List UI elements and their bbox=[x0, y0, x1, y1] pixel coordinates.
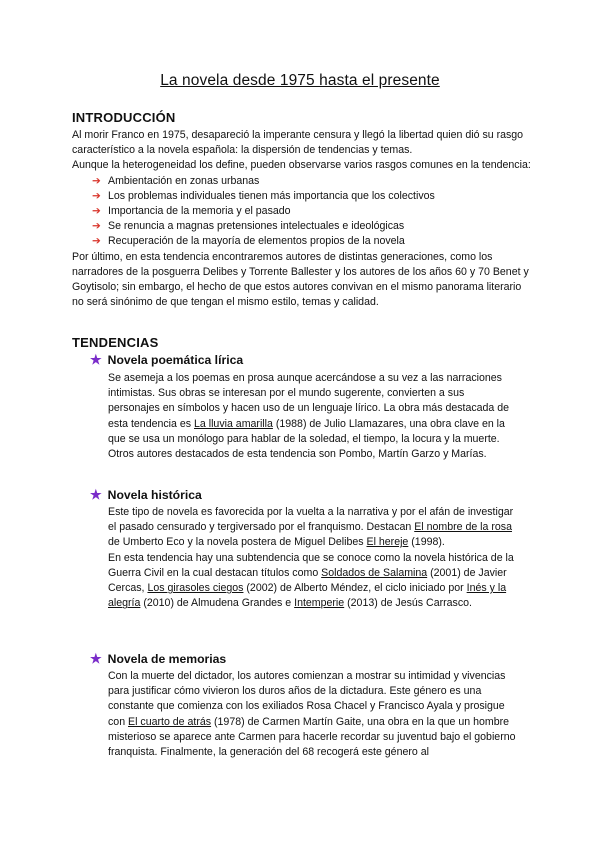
arrow-right-icon: ➔ bbox=[92, 235, 101, 248]
work-title: Soldados de Salamina bbox=[321, 566, 428, 579]
section-heading-memorias: ★ Novela de memorias bbox=[90, 651, 227, 666]
page-title: La novela desde 1975 hasta el presente bbox=[160, 72, 440, 89]
arrow-right-icon: ➔ bbox=[92, 205, 101, 218]
intro-text-3: Por último, en esta tendencia encontraremos autores de distintas generaciones, como los narradores de la posguerra Delibes y Torrente Ballester y los autores de los años 60 y 70 Benet y Goytisolo; sin embargo, el hecho de que estos autores convivan en el mismo panorama literario no será sinónimo de que tengan el mismo estilo, temas y calidad. bbox=[72, 250, 529, 309]
arrow-right-icon: ➔ bbox=[92, 189, 101, 202]
work-title: El hereje bbox=[366, 536, 409, 549]
list-item: ➔ Los problemas individuales tienen más importancia que los colectivos bbox=[72, 189, 532, 204]
work-title: La lluvia amarilla bbox=[194, 417, 273, 430]
historica-paragraph: Este tipo de novela es favorecida por la vuelta a la narrativa y por el afán de investigar el pasado censurado y tergiversado por el franquismo. Destacan El nombre de la rosa de Umberto Eco y la novela postera de Miguel Delibes El hereje (1998). En esta tendencia hay una subtendencia que se conoce como la novela histórica de la Guerra Civil en la cual destacan títulos como Soldados de Salamina (2001) de Javier Cercas, Los girasoles ciegos (2002) de Alberto Méndez, el ciclo iniciado por Inés y la alegría (2010) de Almudena Grandes e Intemperie (2013) de Jesús Carrasco. bbox=[108, 506, 514, 610]
star-icon: ★ bbox=[90, 352, 102, 367]
intro-text-2: Aunque la heterogeneidad los define, pueden observarse varios rasgos comunes en la tendencia: bbox=[72, 159, 531, 172]
list-item: ➔ Recuperación de la mayoría de elementos propios de la novela bbox=[72, 234, 532, 249]
intro-heading: INTRODUCCIÓN bbox=[72, 110, 176, 125]
intro-bullet-list bbox=[72, 174, 532, 250]
memorias-paragraph: Con la muerte del dictador, los autores comienzan a mostrar su intimidad y vivencias para justificar cómo vivieron los duros años de la dictadura. Este género es una constante que comienza con los exiliados Rosa Chacel y Francisco Ayala y prosigue con El cuarto de atrás (1978) de Carmen Martín Gaite, una obra en la que un hombre misterioso se aparece ante Carmen para hacerle recordar su juventud bajo el gobierno franquista. Finalmente, la generación del 68 recogerá este género al bbox=[108, 670, 516, 759]
star-icon: ★ bbox=[90, 487, 102, 502]
list-item: ➔ Importancia de la memoria y el pasado bbox=[72, 204, 532, 219]
list-item: ➔ Ambientación en zonas urbanas bbox=[72, 174, 532, 189]
intro-text-1: Al morir Franco en 1975, desapareció la imperante censura y llegó la libertad quien dió su rasgo característico a la novela española: la dispersión de tendencias y temas. bbox=[72, 129, 524, 157]
work-title: Inés y la alegría bbox=[108, 582, 507, 610]
star-icon: ★ bbox=[90, 651, 102, 666]
arrow-right-icon: ➔ bbox=[92, 174, 101, 187]
tendencias-heading: TENDENCIAS bbox=[72, 335, 159, 350]
arrow-right-icon: ➔ bbox=[92, 220, 101, 233]
section-heading-lirica: ★ Novela poemática lírica bbox=[90, 352, 244, 367]
work-title: Intemperie bbox=[294, 597, 345, 610]
work-title: El nombre de la rosa bbox=[414, 521, 512, 534]
work-title: Los girasoles ciegos bbox=[147, 582, 244, 595]
intro-paragraph bbox=[72, 128, 532, 310]
list-item: ➔ Se renuncia a magnas pretensiones intelectuales e ideológicas bbox=[72, 219, 532, 234]
work-title: El cuarto de atrás bbox=[128, 715, 212, 728]
section-heading-historica: ★ Novela histórica bbox=[90, 487, 202, 502]
lirica-paragraph: Se asemeja a los poemas en prosa aunque acercándose a su vez a las narraciones intimistas. Sus obras se interesan por el mundo sugerente, convierten a sus personajes en símbolos y hacen uso de un lenguaje lírico. La obra más destacada de esta tendencia es La lluvia amarilla (1988) de Julio Llamazares, una obra clave en la que se usa un monólogo para hablar de la soledad, el tiempo, la locura y la muerte. Otros autores destacados de esta tendencia son Pombo, Martín Garzo y Marías. bbox=[108, 372, 510, 461]
